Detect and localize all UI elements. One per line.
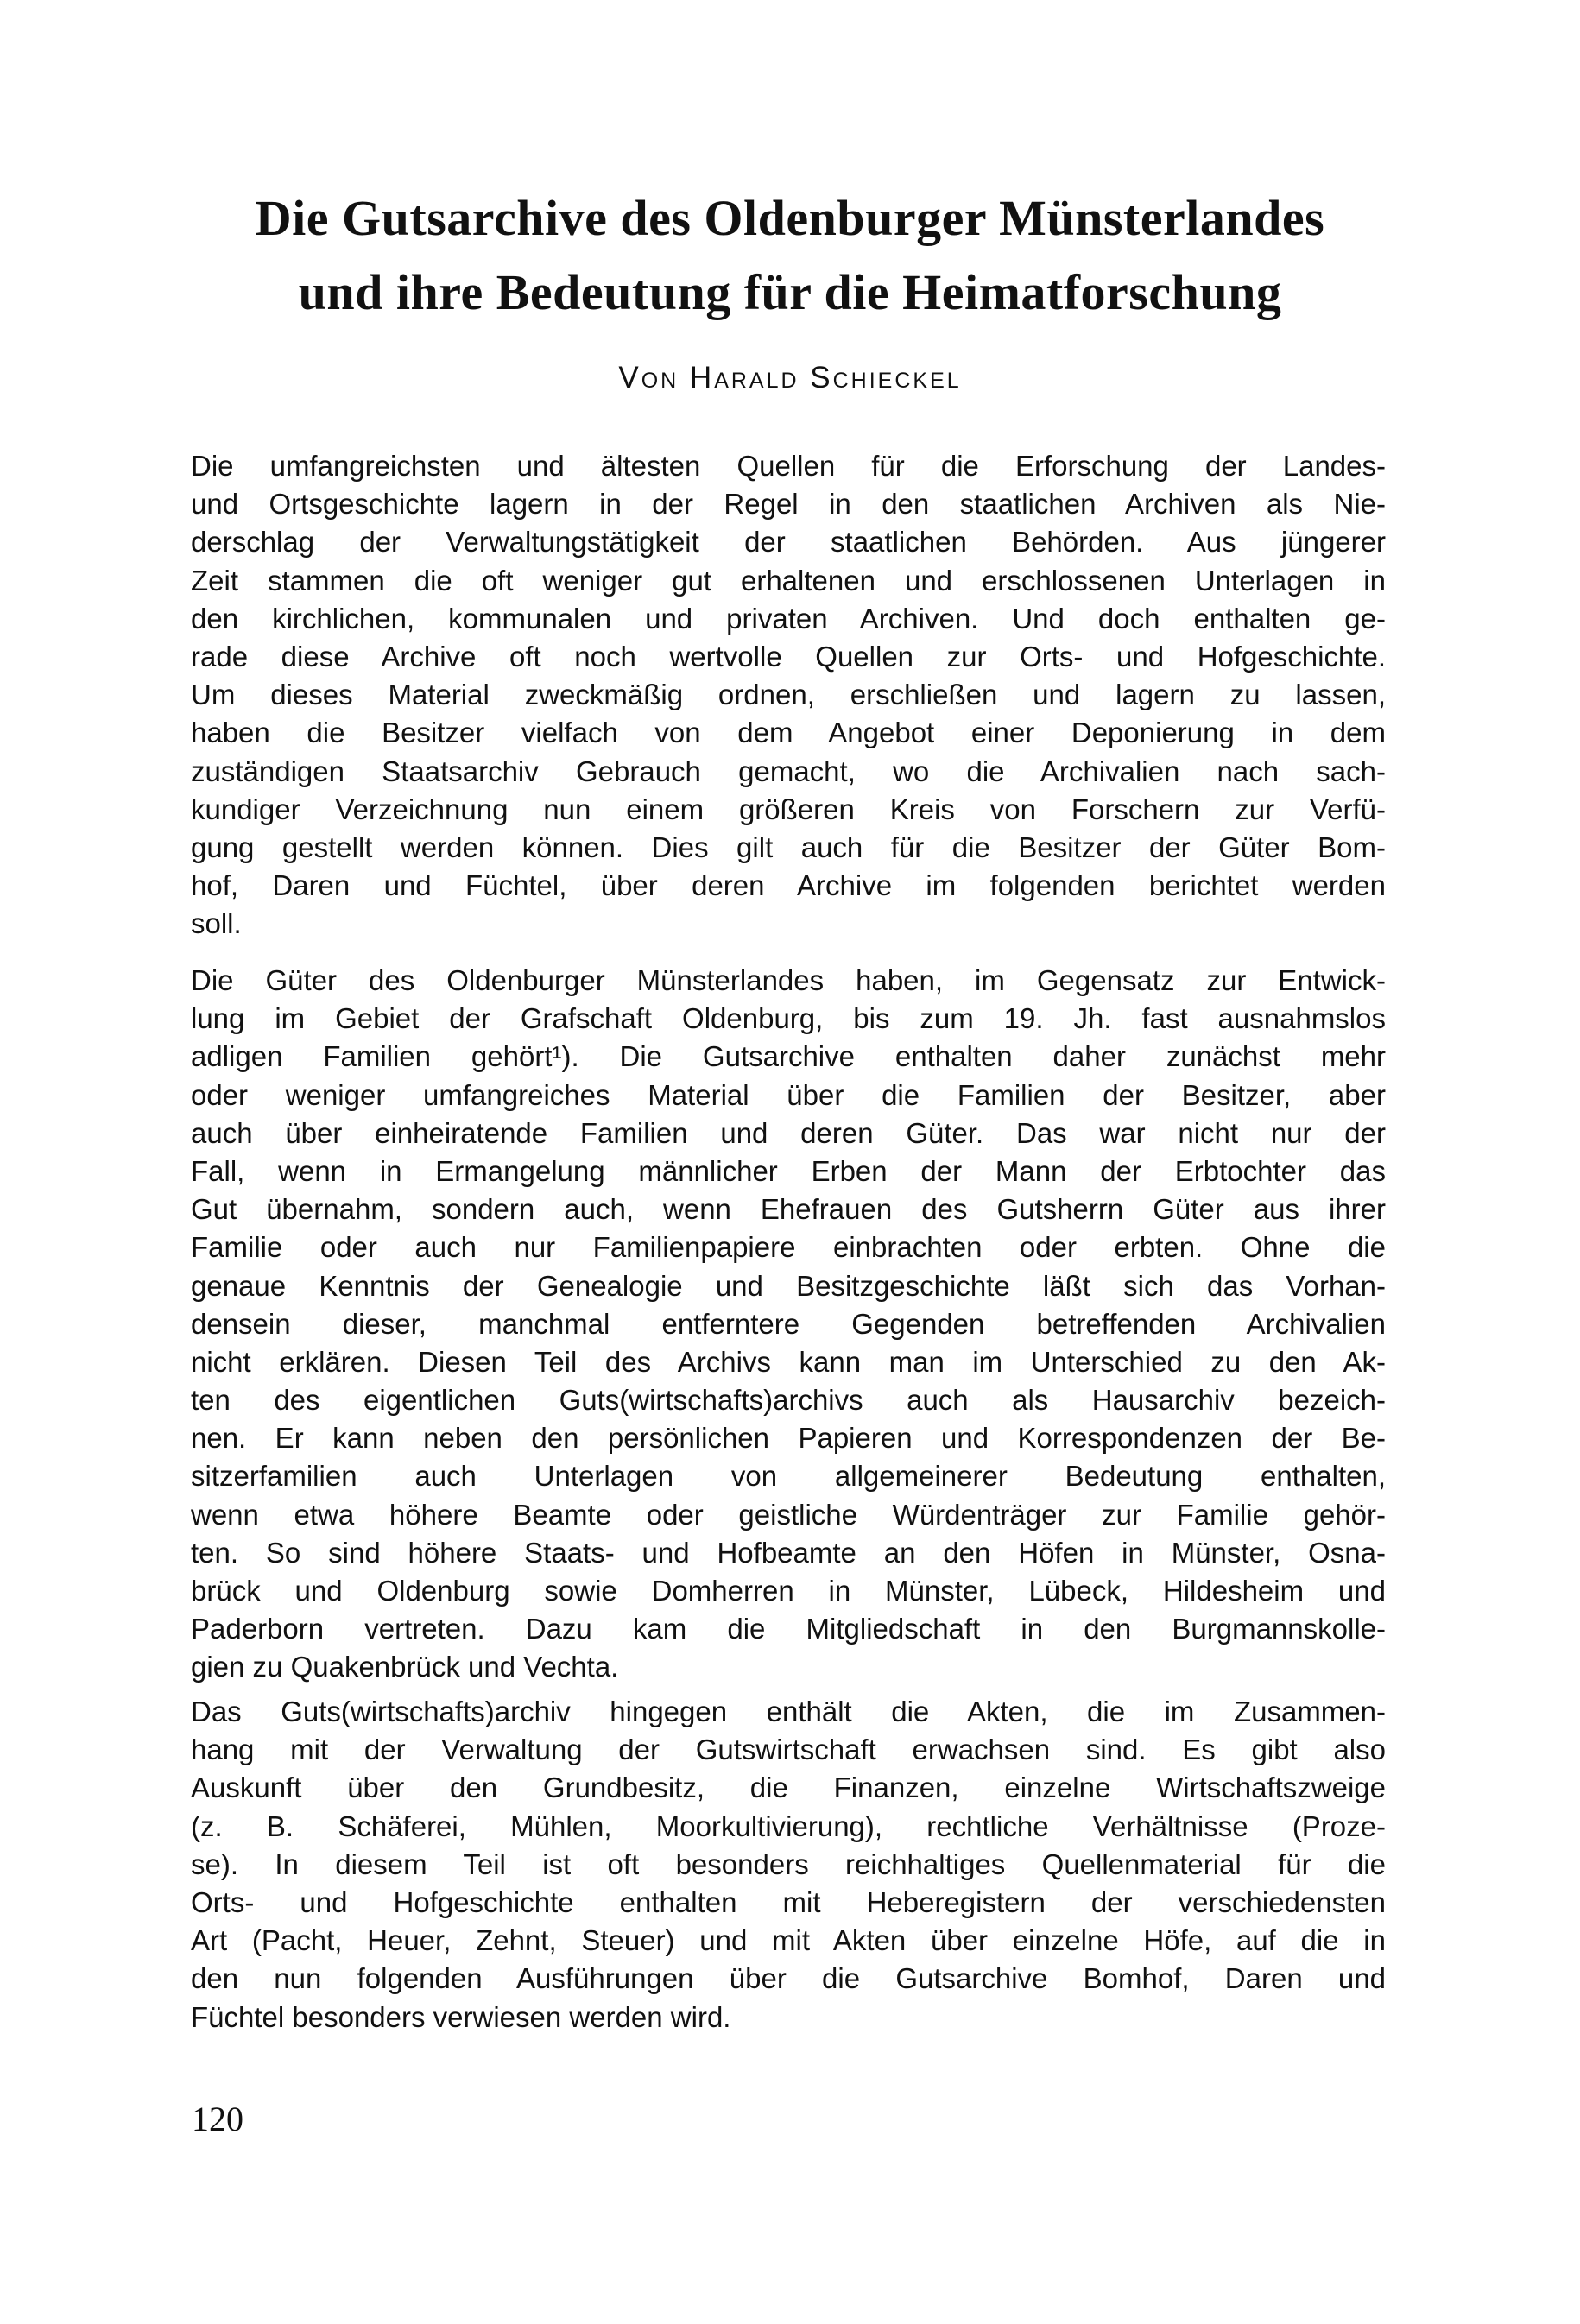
- author-byline: Von Harald Schieckel: [618, 361, 962, 395]
- text-line: Die Güter des Oldenburger Münsterlandes haben, im Gegensatz zur Entwick-: [191, 964, 1386, 996]
- text-line: Art (Pacht, Heuer, Zehnt, Steuer) und mit Akten über einzelne Höfe, auf die in: [191, 1924, 1386, 1957]
- text-line: gung gestellt werden können. Dies gilt auch für die Besitzer der Güter Bom-: [191, 830, 1386, 863]
- text-line: nen. Er kann neben den persönlichen Papieren und Korrespondenzen der Be-: [191, 1422, 1386, 1455]
- text-line: den kirchlichen, kommunalen und privaten Archiven. Und doch enthalten ge-: [191, 602, 1386, 635]
- text-line: hof, Daren und Füchtel, über deren Archive im folgenden berichtet werden: [191, 869, 1386, 902]
- text-line: Paderborn vertreten. Dazu kam die Mitgliedschaft in den Burgmannskolle-: [191, 1613, 1386, 1645]
- text-line: auch über einheiratende Familien und deren Güter. Das war nicht nur der: [191, 1116, 1386, 1149]
- text-line: zuständigen Staatsarchiv Gebrauch gemacht, wo die Archivalien nach sach-: [191, 755, 1386, 787]
- text-line: soll.: [191, 907, 242, 940]
- text-line: lung im Gebiet der Grafschaft Oldenburg, bis zum 19. Jh. fast ausnahmslos: [191, 1002, 1386, 1035]
- text-line: Gut übernahm, sondern auch, wenn Ehefrauen des Gutsherrn Güter aus ihrer: [191, 1193, 1386, 1226]
- title-line-2: und ihre Bedeutung für die Heimatforschung: [298, 264, 1282, 320]
- text-line: gien zu Quakenbrück und Vechta.: [191, 1651, 619, 1683]
- text-line: wenn etwa höhere Beamte oder geistliche Würdenträger zur Familie gehör-: [191, 1498, 1386, 1531]
- text-line: densein dieser, manchmal entferntere Gegenden betreffenden Archivalien: [191, 1307, 1386, 1340]
- text-line: haben die Besitzer vielfach von dem Angebot einer Deponierung in dem: [191, 717, 1386, 749]
- text-line: brück und Oldenburg sowie Domherren in Münster, Lübeck, Hildesheim und: [191, 1575, 1386, 1607]
- paragraph-3: [191, 1693, 1386, 2037]
- text-line: Zeit stammen die oft weniger gut erhaltenen und erschlossenen Unterlagen in: [191, 564, 1386, 597]
- text-line: se). In diesem Teil ist oft besonders reichhaltiges Quellenmaterial für die: [191, 1847, 1386, 1880]
- text-line: Orts- und Hofgeschichte enthalten mit Heberegistern der verschiedensten: [191, 1885, 1386, 1918]
- text-line: Auskunft über den Grundbesitz, die Finanzen, einzelne Wirtschaftszweige: [191, 1771, 1386, 1804]
- text-line: ten. So sind höhere Staats- und Hofbeamte an den Höfen in Münster, Osna-: [191, 1536, 1386, 1569]
- text-line: hang mit der Verwaltung der Gutswirtschaft erwachsen sind. Es gibt also: [191, 1734, 1386, 1766]
- text-line: adligen Familien gehört¹). Die Gutsarchive enthalten daher zunächst mehr: [191, 1040, 1386, 1073]
- text-line: und Ortsgeschichte lagern in der Regel in den staatlichen Archiven als Nie-: [191, 488, 1386, 521]
- text-line: oder weniger umfangreiches Material über die Familien der Besitzer, aber: [191, 1078, 1386, 1111]
- text-line: Fall, wenn in Ermangelung männlicher Erben der Mann der Erbtochter das: [191, 1154, 1386, 1187]
- text-line: Das Guts(wirtschafts)archiv hingegen enthält die Akten, die im Zusammen-: [191, 1696, 1386, 1727]
- title-line-1: Die Gutsarchive des Oldenburger Münsterlandes: [255, 190, 1325, 246]
- article-title: [190, 181, 1390, 330]
- text-line: derschlag der Verwaltungstätigkeit der staatlichen Behörden. Aus jüngerer: [191, 526, 1386, 559]
- paragraph-1: [191, 447, 1386, 943]
- text-line: kundiger Verzeichnung nun einem größeren Kreis von Forschern zur Verfü-: [191, 793, 1386, 825]
- text-line: Um dieses Material zweckmäßig ordnen, erschließen und lagern zu lassen,: [191, 679, 1386, 711]
- text-line: den nun folgenden Ausführungen über die Gutsarchive Bomhof, Daren und: [191, 1962, 1386, 1995]
- text-line: nicht erklären. Diesen Teil des Archivs kann man im Unterschied zu den Ak-: [191, 1345, 1386, 1378]
- page-number: 120: [192, 2100, 243, 2138]
- text-line: Die umfangreichsten und ältesten Quellen für die Erforschung der Landes-: [191, 450, 1386, 482]
- text-line: Familie oder auch nur Familienpapiere einbrachten oder erbten. Ohne die: [191, 1231, 1386, 1264]
- text-line: (z. B. Schäferei, Mühlen, Moorkultivierung), rechtliche Verhältnisse (Proze-: [191, 1809, 1386, 1842]
- text-line: Füchtel besonders verwiesen werden wird.: [191, 2000, 731, 2033]
- text-line: sitzerfamilien auch Unterlagen von allgemeinerer Bedeutung enthalten,: [191, 1460, 1386, 1493]
- text-line: ten des eigentlichen Guts(wirtschafts)archivs auch als Hausarchiv bezeich-: [191, 1384, 1386, 1417]
- text-line: genaue Kenntnis der Genealogie und Besitzgeschichte läßt sich das Vorhan-: [191, 1269, 1386, 1302]
- text-line: rade diese Archive oft noch wertvolle Quellen zur Orts- und Hofgeschichte.: [191, 640, 1386, 673]
- paragraph-2: [191, 962, 1386, 1687]
